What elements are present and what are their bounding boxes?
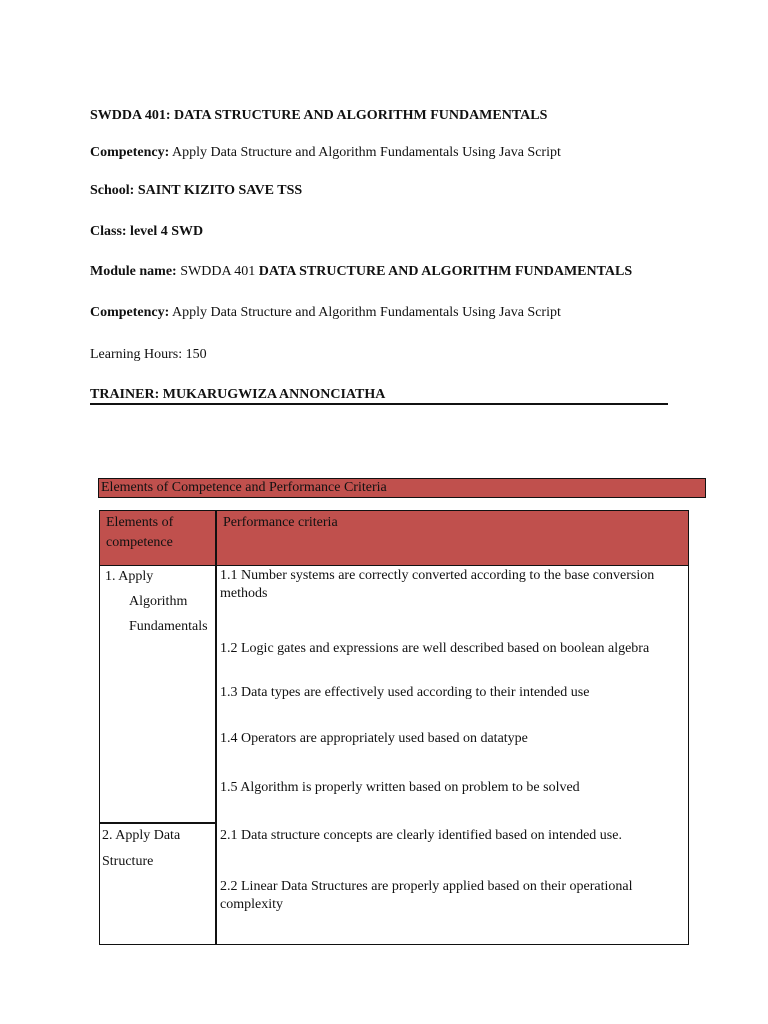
criterion-1-2: 1.2 Logic gates and expressions are well described based on boolean algebra [220,641,650,656]
column-divider [215,566,217,945]
criterion-2-1: 2.1 Data structure concepts are clearly identified based on intended use. [220,828,622,843]
criterion-1-1: 1.1 Number systems are correctly converted according to the base conversion methods [220,568,655,601]
trainer-underline [90,403,668,405]
school-label: School: [90,183,135,198]
school-value: SAINT KIZITO SAVE TSS [134,183,303,198]
class-line: Class: level 4 SWD [90,224,204,239]
criterion-2-2: 2.2 Linear Data Structures are properly applied based on their operational complexity [220,879,633,912]
element-2-line-2: Structure [102,854,154,869]
competency-line-2 [90,304,561,322]
module-code: SWDDA 401 [176,264,259,279]
trainer-line: TRAINER: MUKARUGWIZA ANNONCIATHA [90,387,386,402]
competency-label-2: Competency: [90,305,170,320]
document-title: SWDDA 401: DATA STRUCTURE AND ALGORITHM FUNDAMENTALS [90,108,548,123]
competency-line [90,144,561,162]
header-divider [215,510,217,566]
header-performance-criteria: Performance criteria [223,515,338,530]
competency-label: Competency: [90,145,170,160]
competency-value-2: Apply Data Structure and Algorithm Fundamentals Using Java Script [169,305,561,320]
module-label: Module name: [90,264,177,279]
element-1-line-2: Algorithm [129,594,188,609]
criterion-1-5: 1.5 Algorithm is properly written based on problem to be solved [220,780,580,795]
criterion-1-3: 1.3 Data types are effectively used according to their intended use [220,685,590,700]
element-1-line-3: Fundamentals [129,619,208,634]
competence-banner: Elements of Competence and Performance Criteria [98,478,706,498]
header-elements-of-competence: Elements of competence [106,515,174,550]
element-2-line-1: 2. Apply Data [102,828,181,843]
learning-hours: Learning Hours: 150 [90,347,207,362]
module-line [90,263,632,281]
school-line [90,182,302,200]
competence-table [99,510,689,945]
element-1-line-1: 1. Apply [105,569,154,584]
module-title: DATA STRUCTURE AND ALGORITHM FUNDAMENTALS [258,264,633,279]
criterion-1-4: 1.4 Operators are appropriately used based on datatype [220,731,528,746]
competency-value: Apply Data Structure and Algorithm Fundamentals Using Java Script [169,145,561,160]
